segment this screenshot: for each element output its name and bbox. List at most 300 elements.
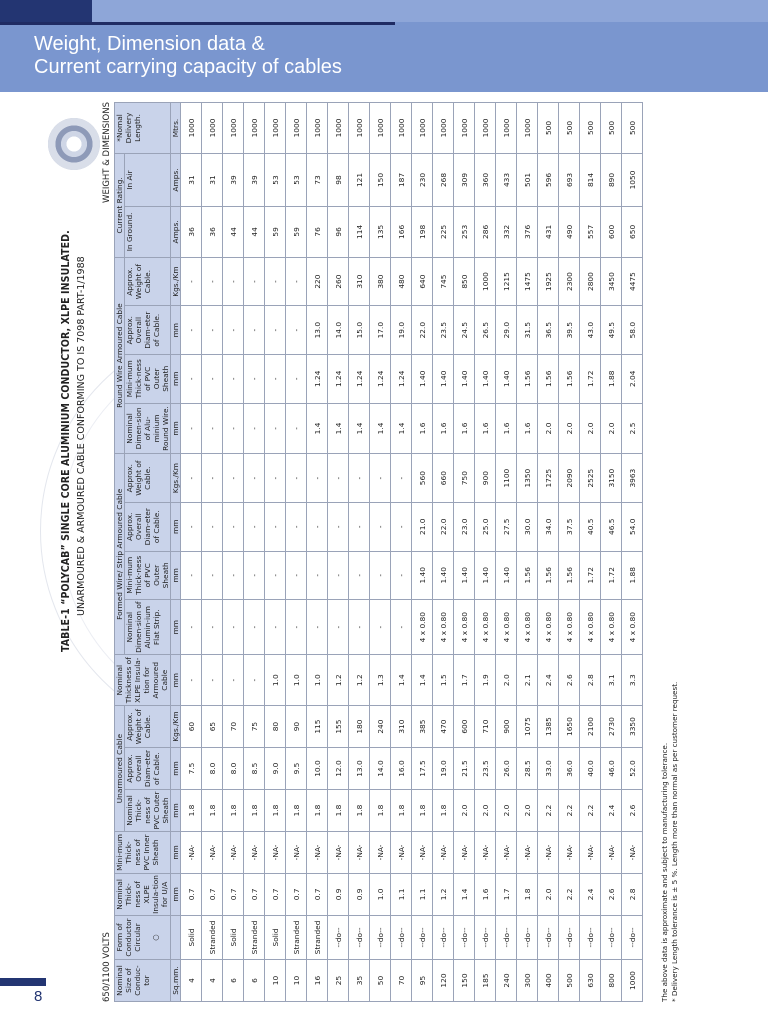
table-cell: --do-- bbox=[328, 915, 349, 959]
table-cell: 1385 bbox=[538, 706, 559, 748]
header-form-conductor-text: Form of Conductor Circular bbox=[115, 918, 142, 957]
table-cell: 43.0 bbox=[580, 306, 601, 355]
table-cell: 1.40 bbox=[454, 354, 475, 403]
table-cell: 220 bbox=[307, 257, 328, 306]
table-cell: 1075 bbox=[517, 706, 538, 748]
table-cell: 630 bbox=[580, 960, 601, 1002]
table-cell: 268 bbox=[433, 153, 454, 206]
table-cell: 0.7 bbox=[202, 873, 223, 915]
table-cell: - bbox=[181, 403, 202, 454]
table-row bbox=[349, 103, 370, 1002]
table-cell: -NA- bbox=[433, 831, 454, 873]
table-cell: Solid bbox=[265, 915, 286, 959]
table-cell: - bbox=[244, 354, 265, 403]
table-cell: 1.2 bbox=[349, 655, 370, 706]
table-cell: 500 bbox=[559, 103, 580, 154]
header-rule bbox=[0, 22, 395, 25]
table-cell: 1.6 bbox=[475, 873, 496, 915]
table-cell: 187 bbox=[391, 153, 412, 206]
header-round-outer-sheath: Mini-mum Thick-ness of PVC Outer Sheath bbox=[125, 354, 171, 403]
unit-cell: mm bbox=[171, 748, 181, 790]
header-round-dim: Nominal Dimen-sion of Alu-minium Round Wire. bbox=[125, 403, 171, 454]
header-strip-group: Formed Wire/ Strip Armoured Cable bbox=[115, 454, 125, 655]
table-cell: 198 bbox=[412, 206, 433, 257]
table-cell: 21.5 bbox=[454, 748, 475, 790]
table-cell: - bbox=[265, 306, 286, 355]
table-cell: 640 bbox=[412, 257, 433, 306]
table-cell: 52.0 bbox=[622, 748, 643, 790]
table-cell: - bbox=[223, 257, 244, 306]
table-cell: 135 bbox=[370, 206, 391, 257]
table-cell: 1000 bbox=[433, 103, 454, 154]
table-cell: 7.5 bbox=[181, 748, 202, 790]
table-cell: 710 bbox=[475, 706, 496, 748]
table-caption: TABLE-1 “POLYCAB” SINGLE CORE ALUMINIUM CONDUCTOR, XLPE INSULATED. bbox=[60, 230, 72, 652]
table-cell: 1.40 bbox=[433, 551, 454, 600]
table-cell: 1000 bbox=[517, 103, 538, 154]
table-cell: -NA- bbox=[328, 831, 349, 873]
table-cell: 1.0 bbox=[370, 873, 391, 915]
table-cell: 80 bbox=[265, 706, 286, 748]
table-cell: - bbox=[307, 454, 328, 503]
table-row bbox=[244, 103, 265, 1002]
table-cell: 26.0 bbox=[496, 748, 517, 790]
table-row bbox=[181, 103, 202, 1002]
table-cell: 4 x 0.80 bbox=[454, 600, 475, 655]
table-cell: 59 bbox=[265, 206, 286, 257]
table-cell: - bbox=[307, 502, 328, 551]
table-cell: 1.4 bbox=[307, 403, 328, 454]
table-cell: 1350 bbox=[517, 454, 538, 503]
table-cell: 2.2 bbox=[580, 790, 601, 832]
table-cell: 1.4 bbox=[349, 403, 370, 454]
table-cell: 1.6 bbox=[475, 403, 496, 454]
table-cell: 36 bbox=[181, 206, 202, 257]
table-row bbox=[286, 103, 307, 1002]
table-cell: - bbox=[265, 551, 286, 600]
table-cell: 600 bbox=[601, 206, 622, 257]
table-cell: 73 bbox=[307, 153, 328, 206]
table-cell: 900 bbox=[475, 454, 496, 503]
table-cell: 4 x 0.80 bbox=[412, 600, 433, 655]
table-cell: 0.7 bbox=[265, 873, 286, 915]
table-cell: - bbox=[286, 600, 307, 655]
table-cell: -NA- bbox=[622, 831, 643, 873]
table-cell: --do-- bbox=[601, 915, 622, 959]
table-cell: 4 x 0.80 bbox=[601, 600, 622, 655]
unit-cell: Kgs./Km bbox=[171, 706, 181, 748]
table-cell: - bbox=[286, 502, 307, 551]
table-cell: 36.5 bbox=[538, 306, 559, 355]
header-strip-outer-sheath: Mini-mum Thick-ness of PVC Outer Sheath bbox=[125, 551, 171, 600]
table-cell: -NA- bbox=[601, 831, 622, 873]
table-cell: - bbox=[244, 403, 265, 454]
table-cell: 3150 bbox=[601, 454, 622, 503]
table-cell: 2.6 bbox=[601, 873, 622, 915]
table-cell: - bbox=[223, 354, 244, 403]
table-cell: 1100 bbox=[496, 454, 517, 503]
table-cell: - bbox=[286, 551, 307, 600]
table-cell: 1000 bbox=[370, 103, 391, 154]
table-cell: - bbox=[349, 551, 370, 600]
table-cell: 65 bbox=[202, 706, 223, 748]
table-cell: 1.9 bbox=[475, 655, 496, 706]
table-cell: - bbox=[349, 454, 370, 503]
table-cell: 70 bbox=[223, 706, 244, 748]
unit-cell: mm bbox=[171, 354, 181, 403]
table-cell: 75 bbox=[244, 706, 265, 748]
table-cell: 25.0 bbox=[475, 502, 496, 551]
table-cell: 1.4 bbox=[412, 655, 433, 706]
table-cell: 332 bbox=[496, 206, 517, 257]
table-cell: 1.5 bbox=[433, 655, 454, 706]
table-cell: - bbox=[223, 600, 244, 655]
table-cell: Solid bbox=[181, 915, 202, 959]
table-row bbox=[433, 103, 454, 1002]
table-cell: -NA- bbox=[517, 831, 538, 873]
table-cell: - bbox=[223, 551, 244, 600]
table-cell: 1.40 bbox=[496, 354, 517, 403]
table-cell: - bbox=[223, 655, 244, 706]
table-cell: 3963 bbox=[622, 454, 643, 503]
table-cell: 1650 bbox=[559, 706, 580, 748]
table-cell: --do-- bbox=[538, 915, 559, 959]
table-cell: 1.56 bbox=[517, 551, 538, 600]
table-cell: 470 bbox=[433, 706, 454, 748]
table-cell: 70 bbox=[391, 960, 412, 1002]
table-cell: 600 bbox=[454, 706, 475, 748]
table-cell: 3.3 bbox=[622, 655, 643, 706]
unit-cell: Kgs./Km bbox=[171, 257, 181, 306]
table-cell: - bbox=[223, 403, 244, 454]
unit-cell: mm bbox=[171, 551, 181, 600]
table-cell: - bbox=[328, 502, 349, 551]
table-cell: 16.0 bbox=[391, 748, 412, 790]
header-strip-overall-dia: Approx. Overall Diam-eter of Cable. bbox=[125, 502, 171, 551]
table-cell: 39.5 bbox=[559, 306, 580, 355]
table-cell: 501 bbox=[517, 153, 538, 206]
page-title-line2: Current carrying capacity of cables bbox=[34, 56, 342, 78]
table-cell: - bbox=[181, 354, 202, 403]
table-cell: 44 bbox=[244, 206, 265, 257]
table-cell: --do-- bbox=[370, 915, 391, 959]
table-cell: 115 bbox=[307, 706, 328, 748]
table-cell: -NA- bbox=[181, 831, 202, 873]
table-cell: 230 bbox=[412, 153, 433, 206]
table-cell: 1.56 bbox=[559, 551, 580, 600]
table-cell: 3450 bbox=[601, 257, 622, 306]
table-cell: 1.8 bbox=[265, 790, 286, 832]
table-cell: - bbox=[391, 551, 412, 600]
table-cell: - bbox=[265, 354, 286, 403]
table-cell: 745 bbox=[433, 257, 454, 306]
table-cell: 1.6 bbox=[412, 403, 433, 454]
table-cell: 1.40 bbox=[454, 551, 475, 600]
table-cell: 6 bbox=[223, 960, 244, 1002]
table-cell: 253 bbox=[454, 206, 475, 257]
table-row bbox=[223, 103, 244, 1002]
table-cell: 3350 bbox=[622, 706, 643, 748]
table-cell: 2.8 bbox=[580, 655, 601, 706]
table-cell: 1.72 bbox=[601, 551, 622, 600]
header-ua-overall-dia: Approx. Overall Diam-eter of Cable. bbox=[125, 748, 171, 790]
table-cell: 660 bbox=[433, 454, 454, 503]
table-cell: 1000 bbox=[244, 103, 265, 154]
table-cell: - bbox=[223, 454, 244, 503]
table-cell: 0.7 bbox=[181, 873, 202, 915]
unit-cell: mm bbox=[171, 831, 181, 873]
table-cell: 1.40 bbox=[475, 551, 496, 600]
table-cell: - bbox=[244, 257, 265, 306]
table-cell: 2.6 bbox=[622, 790, 643, 832]
header-ua-outer-sheath: Nominal Thick-ness of PVC Outer Sheath bbox=[125, 791, 170, 830]
table-cell: 376 bbox=[517, 206, 538, 257]
page-title bbox=[34, 33, 342, 79]
table-cell: 2.0 bbox=[475, 790, 496, 832]
table-cell: 1.8 bbox=[244, 790, 265, 832]
table-cell: 2.0 bbox=[601, 403, 622, 454]
table-cell: - bbox=[181, 257, 202, 306]
table-cell: 1000 bbox=[349, 103, 370, 154]
table-cell: 1.2 bbox=[433, 873, 454, 915]
header-dark-strip bbox=[0, 0, 92, 22]
table-cell: 2.2 bbox=[559, 790, 580, 832]
table-cell: 1.0 bbox=[307, 655, 328, 706]
table-cell: -NA- bbox=[538, 831, 559, 873]
table-cell: - bbox=[265, 600, 286, 655]
table-cell: 1.8 bbox=[349, 790, 370, 832]
table-cell: --do-- bbox=[580, 915, 601, 959]
table-row bbox=[601, 103, 622, 1002]
table-cell: 433 bbox=[496, 153, 517, 206]
table-cell: - bbox=[286, 454, 307, 503]
unit-cell: mm bbox=[171, 790, 181, 832]
header-round-overall-dia: Approx. Overall Diam-eter of Cable. bbox=[125, 306, 171, 355]
unit-cell: mm bbox=[171, 403, 181, 454]
table-cell: - bbox=[286, 306, 307, 355]
table-cell: 360 bbox=[475, 153, 496, 206]
table-cell: 1.6 bbox=[517, 403, 538, 454]
table-cell: 500 bbox=[559, 960, 580, 1002]
table-cell: 1000 bbox=[622, 960, 643, 1002]
table-cell: - bbox=[181, 454, 202, 503]
table-cell: 1.8 bbox=[328, 790, 349, 832]
header-current-group: Current Rating. bbox=[115, 153, 125, 257]
table-cell: 166 bbox=[391, 206, 412, 257]
table-cell: 12.0 bbox=[328, 748, 349, 790]
table-cell: 1.6 bbox=[496, 403, 517, 454]
table-cell: 1000 bbox=[223, 103, 244, 154]
table-cell: 2.2 bbox=[538, 790, 559, 832]
table-subcaption: UNARMOURED & ARMOURED CABLE CONFORMING TO IS 7098 PART-1/1988 bbox=[76, 256, 87, 616]
table-cell: 500 bbox=[622, 103, 643, 154]
table-cell: 1.4 bbox=[370, 403, 391, 454]
table-cell: 39 bbox=[244, 153, 265, 206]
header-strip-weight: Approx. Weight of Cable. bbox=[125, 454, 171, 503]
table-cell: 40.5 bbox=[580, 502, 601, 551]
table-cell: -NA- bbox=[265, 831, 286, 873]
table-cell: 1.24 bbox=[349, 354, 370, 403]
table-cell: Stranded bbox=[307, 915, 328, 959]
table-cell: 2.0 bbox=[580, 403, 601, 454]
table-cell: 650 bbox=[622, 206, 643, 257]
table-cell: - bbox=[391, 600, 412, 655]
table-cell: - bbox=[349, 600, 370, 655]
table-cell: 53 bbox=[265, 153, 286, 206]
table-cell: 22.0 bbox=[412, 306, 433, 355]
table-cell: 2.4 bbox=[538, 655, 559, 706]
table-cell: -NA- bbox=[454, 831, 475, 873]
header-strip-dim: Nominal Dimen-sion of Alumin-ium Flat Strip. bbox=[125, 600, 171, 655]
header-nominal-size: Nominal Size of Conduc-tor bbox=[115, 960, 171, 1002]
table-cell: 1.4 bbox=[391, 403, 412, 454]
unit-cell: mm bbox=[171, 655, 181, 706]
unit-cell: mm bbox=[171, 873, 181, 915]
table-cell: 19.0 bbox=[391, 306, 412, 355]
table-cell: 240 bbox=[370, 706, 391, 748]
table-cell: 33.0 bbox=[538, 748, 559, 790]
table-cell: 1000 bbox=[496, 103, 517, 154]
table-row bbox=[517, 103, 538, 1002]
header-ua-weight: Approx. Weight of Cable. bbox=[125, 706, 171, 748]
table-cell: 1.56 bbox=[559, 354, 580, 403]
table-cell: 4 x 0.80 bbox=[475, 600, 496, 655]
table-cell: - bbox=[391, 454, 412, 503]
table-cell: 560 bbox=[412, 454, 433, 503]
table-cell: 150 bbox=[454, 960, 475, 1002]
table-cell: - bbox=[286, 403, 307, 454]
table-cell: 1.88 bbox=[601, 354, 622, 403]
table-row bbox=[307, 103, 328, 1002]
table-cell: 1000 bbox=[454, 103, 475, 154]
table-cell: 59 bbox=[286, 206, 307, 257]
table-cell: 150 bbox=[370, 153, 391, 206]
table-cell: 2800 bbox=[580, 257, 601, 306]
table-row bbox=[580, 103, 601, 1002]
table-cell: 36.0 bbox=[559, 748, 580, 790]
table-cell: 0.9 bbox=[328, 873, 349, 915]
table-cell: 1.8 bbox=[433, 790, 454, 832]
table-cell: 60 bbox=[181, 706, 202, 748]
table-cell: 225 bbox=[433, 206, 454, 257]
footnote-tolerance: The above data is approximate and subject to manufacturing tolerance. bbox=[660, 742, 669, 1002]
table-cell: 8.0 bbox=[223, 748, 244, 790]
table-cell: 1.24 bbox=[307, 354, 328, 403]
table-cell: --do-- bbox=[622, 915, 643, 959]
table-cell: - bbox=[328, 454, 349, 503]
table-cell: 300 bbox=[517, 960, 538, 1002]
table-cell: -NA- bbox=[580, 831, 601, 873]
unit-cell: Mtrs. bbox=[171, 103, 181, 154]
header-round-weight: Approx. Weight of Cable. bbox=[125, 257, 171, 306]
table-cell: 500 bbox=[580, 103, 601, 154]
table-cell: 1.8 bbox=[370, 790, 391, 832]
table-cell: 4 x 0.80 bbox=[538, 600, 559, 655]
table-cell: 814 bbox=[580, 153, 601, 206]
table-cell: 155 bbox=[328, 706, 349, 748]
table-cell: 500 bbox=[538, 103, 559, 154]
table-cell: 34.0 bbox=[538, 502, 559, 551]
table-cell: 431 bbox=[538, 206, 559, 257]
table-row bbox=[412, 103, 433, 1002]
table-cell: 46.0 bbox=[601, 748, 622, 790]
table-cell: 1.40 bbox=[412, 354, 433, 403]
table-cell: 1.8 bbox=[517, 873, 538, 915]
table-cell: 10 bbox=[265, 960, 286, 1002]
table-cell: 23.5 bbox=[433, 306, 454, 355]
table-cell: - bbox=[202, 454, 223, 503]
table-cell: - bbox=[181, 306, 202, 355]
table-cell: Solid bbox=[223, 915, 244, 959]
header-armoured-insulation: Nominal Thickness of XLPE Insula-tion for Armoured Cable bbox=[115, 655, 171, 706]
table-cell: 27.5 bbox=[496, 502, 517, 551]
table-cell: 1.7 bbox=[496, 873, 517, 915]
table-cell: --do-- bbox=[559, 915, 580, 959]
table-body bbox=[181, 103, 643, 1002]
table-cell: - bbox=[223, 306, 244, 355]
table-cell: 31 bbox=[202, 153, 223, 206]
table-cell: -NA- bbox=[370, 831, 391, 873]
table-cell: 1000 bbox=[475, 257, 496, 306]
table-cell: 500 bbox=[601, 103, 622, 154]
table-cell: 49.5 bbox=[601, 306, 622, 355]
table-cell: 31.5 bbox=[517, 306, 538, 355]
table-cell: --do-- bbox=[391, 915, 412, 959]
unit-cell: Kgs./Km bbox=[171, 454, 181, 503]
units-row bbox=[171, 103, 181, 1002]
table-cell: 2.1 bbox=[517, 655, 538, 706]
table-cell: - bbox=[244, 454, 265, 503]
table-cell: 1.1 bbox=[391, 873, 412, 915]
table-cell: - bbox=[202, 600, 223, 655]
table-cell: 37.5 bbox=[559, 502, 580, 551]
table-cell: 240 bbox=[496, 960, 517, 1002]
unit-cell: mm bbox=[171, 502, 181, 551]
circle-mark-icon: ○ bbox=[151, 934, 160, 941]
table-cell: 90 bbox=[286, 706, 307, 748]
table-cell: 120 bbox=[433, 960, 454, 1002]
table-row bbox=[265, 103, 286, 1002]
table-cell: 380 bbox=[370, 257, 391, 306]
unit-cell: Sq.mm. bbox=[171, 960, 181, 1002]
table-cell: 22.0 bbox=[433, 502, 454, 551]
section-label: WEIGHT & DIMENSIONS bbox=[102, 102, 112, 203]
table-cell: - bbox=[202, 354, 223, 403]
table-row bbox=[202, 103, 223, 1002]
table-cell: 15.0 bbox=[349, 306, 370, 355]
table-cell: 1.6 bbox=[454, 403, 475, 454]
table-cell: - bbox=[202, 403, 223, 454]
table-cell: 1000 bbox=[307, 103, 328, 154]
table-cell: 596 bbox=[538, 153, 559, 206]
table-cell: 800 bbox=[601, 960, 622, 1002]
table-row bbox=[559, 103, 580, 1002]
table-cell: - bbox=[181, 551, 202, 600]
table-row bbox=[328, 103, 349, 1002]
table-cell: -NA- bbox=[559, 831, 580, 873]
table-cell: 286 bbox=[475, 206, 496, 257]
header-in-ground: In Ground. bbox=[125, 206, 171, 257]
table-cell: -NA- bbox=[391, 831, 412, 873]
table-cell: 1.40 bbox=[496, 551, 517, 600]
table-cell: 1000 bbox=[391, 103, 412, 154]
table-cell: 1.72 bbox=[580, 354, 601, 403]
table-cell: 1000 bbox=[265, 103, 286, 154]
table-cell: 260 bbox=[328, 257, 349, 306]
table-cell: 1000 bbox=[286, 103, 307, 154]
table-cell: - bbox=[391, 502, 412, 551]
table-cell: 29.0 bbox=[496, 306, 517, 355]
